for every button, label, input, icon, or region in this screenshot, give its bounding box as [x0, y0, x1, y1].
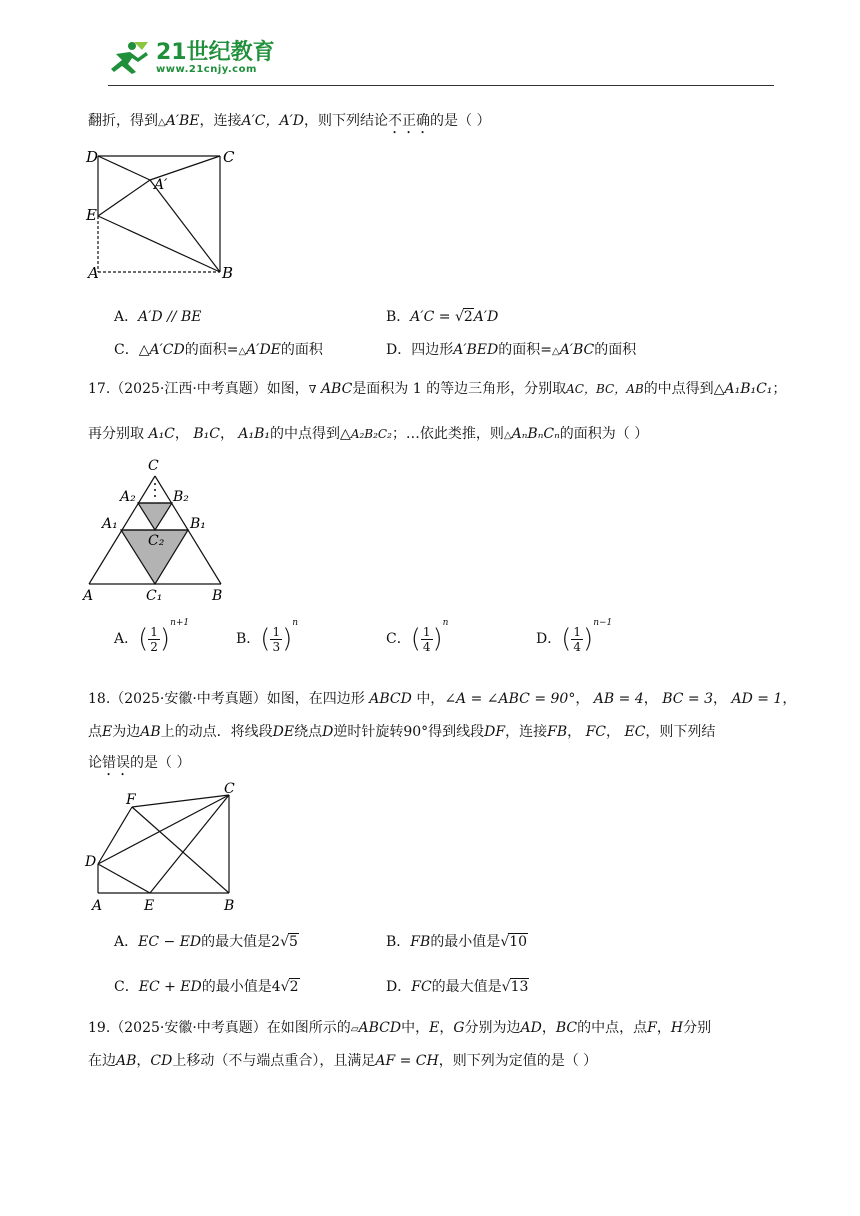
q18-option-a[interactable]: A．EC − ED的最大值是2√5: [114, 934, 298, 950]
label-E: E: [144, 898, 155, 914]
label-C: C: [148, 458, 159, 474]
q17-option-c[interactable]: C．( $\frac{1}{4}$ )$^n$: [386, 618, 449, 654]
q18-option-d[interactable]: D．FC的最大值是√13: [386, 979, 529, 995]
label-C: C: [223, 148, 235, 166]
label-B1: B₁: [190, 516, 206, 532]
q17-option-a[interactable]: A．( $\frac{1}{2}$ )$^{n+1}$: [114, 618, 190, 654]
emphasis-text: 不正确: [388, 113, 431, 129]
site-logo: [108, 40, 275, 76]
q18-line1: 18.（2025·安徽·中考真题）如图，在四边形 ABCD 中，∠A = ∠ABC = 90°， AB = 4， BC = 3， AD = 1，: [88, 691, 797, 707]
q16-option-a[interactable]: A．A′D // BE: [114, 309, 202, 325]
label-B: B: [222, 264, 234, 282]
q19-line1: 19.（2025·安徽·中考真题）在如图所示的▱ABCD中，E，G分别为边AD，BC的中点，点F，H分别: [88, 1020, 712, 1036]
q18-figure: [84, 780, 244, 914]
q18-line2: 点E为边AB上的动点．将线段DE绕点D逆时针旋转90°得到线段DF，连接FB， FC， EC，则下列结: [88, 724, 716, 740]
runner-logo-icon: [108, 40, 150, 76]
q17-figure: [80, 454, 240, 604]
logo-url: www.21cnjy.com: [156, 63, 257, 75]
q16-option-c[interactable]: C．△A′CD的面积=△A′DE的面积: [114, 342, 323, 358]
label-B2: B₂: [173, 489, 189, 505]
label-B: B: [224, 898, 235, 914]
label-C: C: [224, 781, 235, 797]
q16-intro: 翻折，得到△A′BE，连接A′C，A′D，则下列结论不正确的是（ ）: [88, 113, 491, 129]
logo-text: 21世纪教育: [156, 39, 275, 65]
q18-line3: 论错误的是（ ）: [88, 755, 191, 771]
q16-option-b[interactable]: B．A′C = √2A′D: [386, 309, 499, 325]
label-A: A: [92, 898, 103, 914]
label-B: B: [212, 588, 223, 604]
label-C1: C₁: [146, 588, 163, 604]
q17-line2: 再分别取 A₁C， B₁C， A₁B₁的中点得到△A₂B₂C₂；…依此类推，则△AₙBₙCₙ的面积为（ ）: [88, 426, 649, 442]
label-A-prime: A′: [154, 177, 168, 193]
label-D: D: [85, 854, 97, 870]
q17-option-d[interactable]: D．( $\frac{1}{4}$ )$^{n-1}$: [536, 618, 613, 654]
label-A: A: [83, 588, 94, 604]
header-rule: [108, 85, 774, 86]
label-E: E: [86, 206, 97, 224]
label-A1: A₁: [102, 516, 118, 532]
label-C2: C₂: [148, 533, 165, 549]
label-D: D: [86, 148, 99, 166]
q17-line1: 17.（2025·江西·中考真题）如图，∇ ABC是面积为 1 的等边三角形，分别取AC，BC，AB的中点得到△A₁B₁C₁；: [88, 381, 787, 397]
q19-line2: 在边AB，CD上移动（不与端点重合），且满足AF = CH，则下列为定值的是（ ）: [88, 1053, 598, 1069]
q17-option-b[interactable]: B．( $\frac{1}{3}$ )$^n$: [236, 618, 299, 654]
q18-option-b[interactable]: B．FB的最小值是√10: [386, 934, 528, 950]
label-A: A: [88, 264, 99, 282]
q16-figure: [84, 146, 244, 282]
label-A2: A₂: [120, 489, 136, 505]
q18-option-c[interactable]: C．EC + ED的最小值是4√2: [114, 979, 299, 995]
emphasis-text: 错误: [102, 755, 130, 771]
q16-option-d[interactable]: D．四边形A′BED的面积=△A′BC的面积: [386, 342, 637, 358]
label-F: F: [126, 792, 136, 808]
